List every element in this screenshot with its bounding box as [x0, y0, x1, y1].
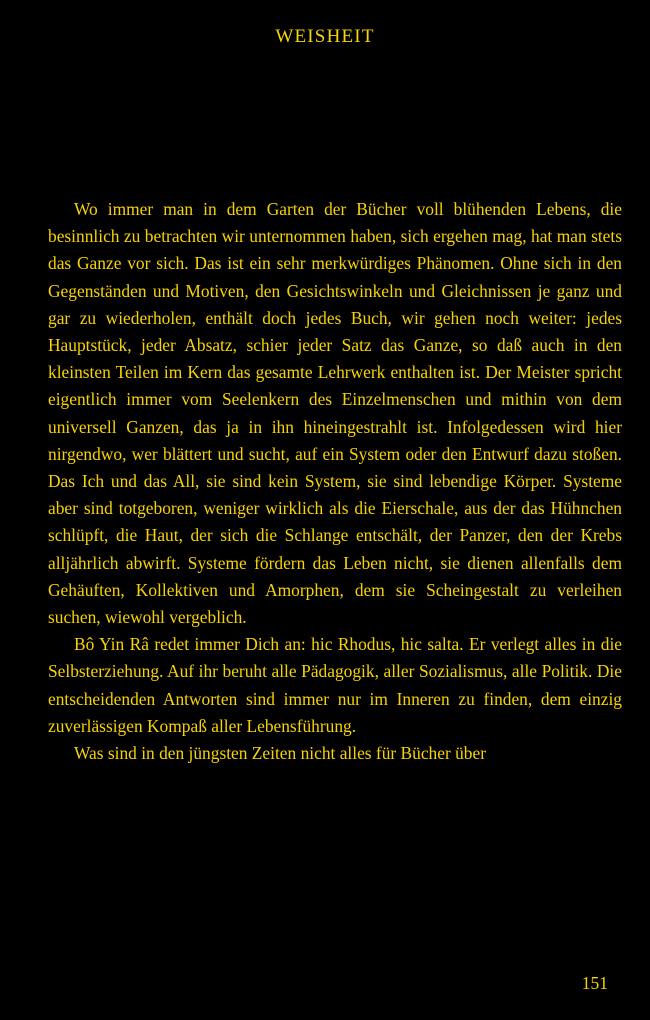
paragraph: Bô Yin Râ redet immer Dich an: hic Rhodus, hic salta. Er verlegt alles in die Selbsterziehung. Auf ihr beruht alle Pädagogik, aller Sozialismus, alle Politik. Die entscheidenden Antworten sind immer nur im Inneren zu finden, dem einzig zuverlässigen Kompaß aller Lebensführung.: [48, 634, 622, 736]
paragraph: Was sind in den jüngsten Zeiten nicht alles für Bücher über: [74, 743, 486, 764]
page-header-title: WEISHEIT: [275, 26, 375, 47]
paragraph: Wo immer man in dem Garten der Bücher voll blühenden Lebens, die besinnlich zu betrachten wir unternommen haben, sich ergehen mag, hat man stets das Ganze vor sich. Das ist ein sehr merkwürdiges Phänomen. Ohne sich in den Gegenständen und Motiven, den Gesichtswinkeln und Gleichnissen je ganz und gar zu wiederholen, enthält doch jedes Buch, wir gehen noch weiter: jedes Hauptstück, jeder Absatz, schier jeder Satz das Ganze, so daß auch in den kleinsten Teilen im Kern das gesamte Lehrwerk enthalten ist. Der Meister spricht eigentlich immer vom Seelenkern des Einzelmenschen und mithin von dem universell Ganzen, das ja in ihn hineingestrahlt ist. Infolgedessen wird hier nirgendwo, wer blättert und sucht, auf ein System oder den Entwurf dazu stoßen. Das Ich und das All, sie sind kein System, sie sind lebendige Körper. Systeme aber sind totgeboren, weniger wirklich als die Eierschale, aus der das Hühnchen schlüpft, die Haut, der sich die Schlange entschält, der Panzer, den der Krebs alljährlich abwirft. Systeme fördern das Leben nicht, sie dienen allenfalls dem Gehäuften, Kollektiven und Amorphen, dem sie Scheingestalt zu verleihen suchen, wiewohl vergeblich.: [48, 199, 622, 628]
page-body-text: [48, 196, 622, 767]
page-number: 151: [581, 973, 608, 993]
